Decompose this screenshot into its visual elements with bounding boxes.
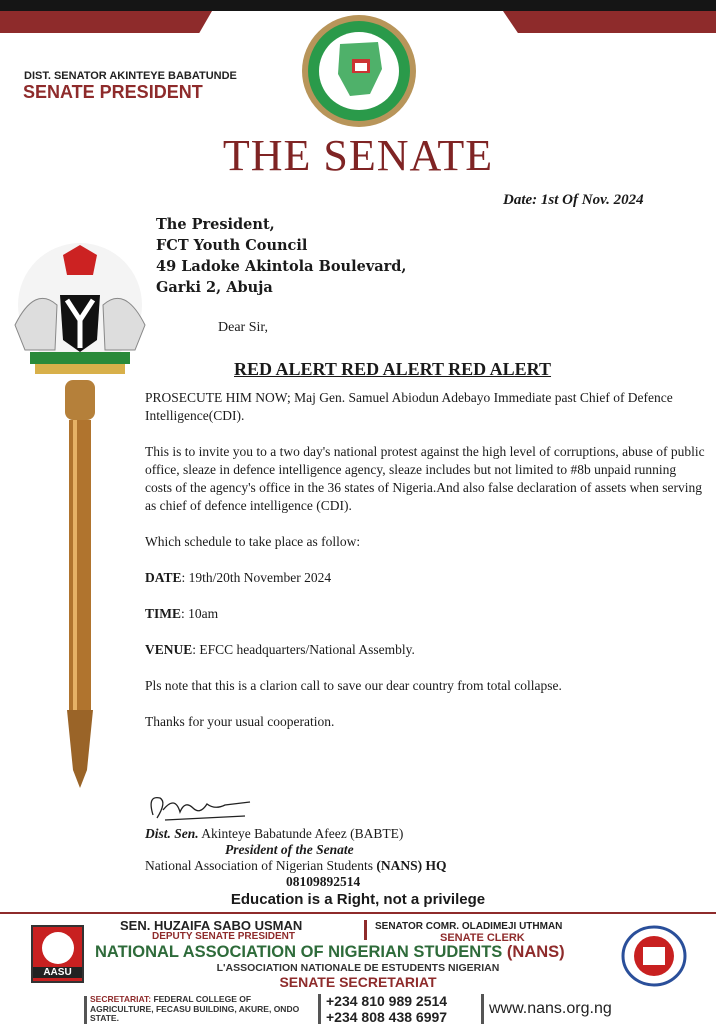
- phone-numbers: +234 810 989 2514 +234 808 438 6997: [326, 993, 448, 1025]
- aasu-logo: AASU: [31, 925, 84, 983]
- signatory-block: Dist. Sen. Akinteye Babatunde Afeez (BABTE) President of the Senate National Association of Nigerian Students (NANS) HQ 08109892514: [145, 826, 447, 889]
- signature-image: [145, 790, 255, 826]
- divider: [364, 920, 367, 940]
- org-name-french: L'ASSOCIATION NATIONALE DE ESTUDENTS NIGERIAN: [216, 962, 500, 974]
- secretariat-title: SENATE SECRETARIAT: [279, 974, 437, 990]
- deputy-role: DEPUTY SENATE PRESIDENT: [152, 931, 295, 942]
- paragraph: Thanks for your usual cooperation.: [145, 714, 335, 729]
- paragraph: PROSECUTE HIM NOW; Maj Gen. Samuel Abiodun Adebayo Immediate past Chief of Defence Intelligence(CDI).: [145, 390, 673, 423]
- top-bar: [0, 0, 716, 11]
- org-name: NATIONAL ASSOCIATION OF NIGERIAN STUDENTS (NANS): [95, 943, 565, 961]
- international-logo: [621, 925, 687, 987]
- nans-logo: [300, 14, 418, 129]
- header-band-right: [503, 11, 716, 33]
- schedule-time: TIME: 10am: [145, 606, 219, 621]
- page-title: THE SENATE: [222, 131, 494, 180]
- motto: Education is a Right, not a privilege: [230, 891, 486, 908]
- divider: [84, 996, 87, 1024]
- letter-date: Date: 1st Of Nov. 2024: [503, 192, 644, 208]
- divider: [481, 994, 484, 1024]
- senator-name: DIST. SENATOR AKINTEYE BABATUNDE: [24, 70, 237, 82]
- deputy-name: SEN. HUZAIFA SABO USMAN: [120, 918, 303, 933]
- paragraph: This is to invite you to a two day's national protest against the high level of corruptions, abuse of public office, sleaze in defence intelligence agency, sleaze includes but not limited to #8b unpaid running costs of the agency's office in the 36 states of Nigeria.And also false declaration of assets when serving as chief of defence intelligence (CDI).: [145, 444, 705, 513]
- header-band-left: [0, 11, 212, 33]
- website-link[interactable]: www.nans.org.ng: [489, 1000, 612, 1017]
- paragraph: Which schedule to take place as follow:: [145, 534, 361, 549]
- clerk-role: SENATE CLERK: [440, 932, 525, 944]
- coat-of-arms-mace: [5, 240, 155, 790]
- footer-divider: [0, 912, 716, 914]
- alert-heading: RED ALERT RED ALERT RED ALERT: [234, 359, 552, 379]
- letter-body: [145, 389, 705, 749]
- secretariat-address: SECRETARIAT: FEDERAL COLLEGE OF AGRICULTURE, FECASU BUILDING, AKURE, ONDO STATE.: [90, 994, 300, 1023]
- schedule-venue: VENUE: EFCC headquarters/National Assembly.: [145, 642, 415, 657]
- clerk-name: SENATOR COMR. OLADIMEJI UTHMAN: [375, 921, 563, 932]
- recipient-address: The President, FCT Youth Council 49 Ladoke Akintola Boulevard, Garki 2, Abuja: [156, 216, 407, 296]
- schedule-date: DATE: 19th/20th November 2024: [145, 570, 332, 585]
- divider: [318, 994, 321, 1024]
- salutation: Dear Sir,: [218, 320, 268, 335]
- paragraph: Pls note that this is a clarion call to save our dear country from total collapse.: [145, 678, 562, 693]
- senator-role: SENATE PRESIDENT: [23, 82, 203, 102]
